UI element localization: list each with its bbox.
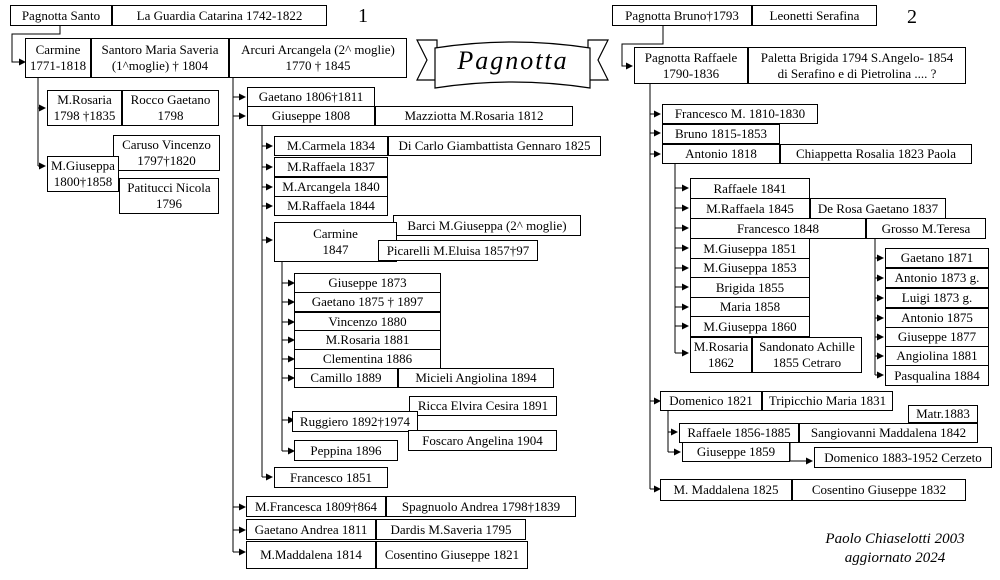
person-carmine: Carmine 1771-1818 — [25, 38, 91, 78]
spouse-caruso-vincenzo: Caruso Vincenzo 1797†1820 — [113, 135, 220, 171]
person-m-rosaria-1862: M.Rosaria 1862 — [690, 337, 752, 373]
person-m-maddalena-1825: M. Maddalena 1825 — [660, 479, 792, 501]
spouse-chiappetta-rosalia: Chiappetta Rosalia 1823 Paola — [780, 144, 972, 164]
person-m-giuseppa-1860: M.Giuseppa 1860 — [690, 316, 810, 337]
spouse-ricca-elvira-cesira: Ricca Elvira Cesira 1891 — [409, 396, 557, 416]
page-title: Pagnotta — [457, 46, 569, 75]
list-item: Luigi 1873 g. — [885, 288, 989, 308]
person-m-arcangela-1840: M.Arcangela 1840 — [274, 177, 388, 197]
spouse-la-guardia-catarina: La Guardia Catarina 1742-1822 — [112, 5, 327, 26]
spouse-spagnuolo-andrea: Spagnuolo Andrea 1798†1839 — [386, 496, 576, 517]
author-credit — [800, 530, 990, 568]
person-francesco-m-1810: Francesco M. 1810-1830 — [662, 104, 818, 124]
person-brigida-1855: Brigida 1855 — [690, 277, 810, 298]
spouse-leonetti-serafina: Leonetti Serafina — [752, 5, 877, 26]
person-raffaele-1841: Raffaele 1841 — [690, 178, 810, 199]
person-m-giuseppa-1851: M.Giuseppa 1851 — [690, 238, 810, 259]
person-gaetano-1875: Gaetano 1875 † 1897 — [294, 292, 441, 312]
spouse-tripicchio-maria: Tripicchio Maria 1831 — [762, 391, 893, 411]
page-number-left: 1 — [358, 5, 368, 27]
author-line: Paolo Chiaselotti 2003 — [825, 531, 965, 547]
person-m-raffaela-1837: M.Raffaela 1837 — [274, 157, 388, 177]
person-antonio-1818: Antonio 1818 — [662, 144, 780, 164]
person-bruno-1815: Bruno 1815-1853 — [662, 124, 780, 144]
person-francesco-1848: Francesco 1848 — [690, 218, 866, 239]
person-m-giuseppa: M.Giuseppa 1800†1858 — [47, 156, 119, 192]
person-pagnotta-santo: Pagnotta Santo — [10, 5, 112, 26]
person-ruggiero-1892: Ruggiero 1892†1974 — [292, 411, 418, 432]
person-m-raffaela-1845: M.Raffaela 1845 — [690, 198, 810, 219]
updated-line: aggiornato 2024 — [844, 550, 946, 566]
marriage-note-1883: Matr.1883 — [908, 405, 978, 423]
person-francesco-1851: Francesco 1851 — [274, 467, 388, 488]
person-m-rosaria-1881: M.Rosaria 1881 — [294, 330, 441, 350]
person-carmine-1847: Carmine 1847 — [274, 222, 397, 262]
spouse-mazziotta-m-rosaria: Mazziotta M.Rosaria 1812 — [375, 106, 573, 126]
person-maria-1858: Maria 1858 — [690, 297, 810, 317]
person-m-carmela-1834: M.Carmela 1834 — [274, 136, 388, 156]
spouse-de-rosa-gaetano: De Rosa Gaetano 1837 — [810, 198, 946, 219]
person-m-giuseppa-1853: M.Giuseppa 1853 — [690, 258, 810, 278]
person-clementina-1886: Clementina 1886 — [294, 349, 441, 369]
person-raffaele-1856: Raffaele 1856-1885 — [679, 423, 799, 443]
spouse-micieli-angiolina: Micieli Angiolina 1894 — [398, 368, 554, 388]
person-giuseppe-1873: Giuseppe 1873 — [294, 273, 441, 293]
list-item: Gaetano 1871 — [885, 248, 989, 268]
spouse-sangiovanni-maddalena: Sangiovanni Maddalena 1842 — [799, 423, 978, 443]
list-item: Antonio 1873 g. — [885, 268, 989, 288]
person-domenico-1883: Domenico 1883-1952 Cerzeto — [814, 447, 992, 468]
person-m-maddalena-1814: M.Maddalena 1814 — [246, 541, 376, 569]
spouse-picarelli-m-eluisa: Picarelli M.Eluisa 1857†97 — [378, 240, 538, 261]
spouse-cosentino-giuseppe-1832: Cosentino Giuseppe 1832 — [792, 479, 966, 501]
spouse-paletta-brigida: Paletta Brigida 1794 S.Angelo- 1854 di Serafino e di Pietrolina .... ? — [748, 47, 966, 84]
spouse-patitucci-nicola: Patitucci Nicola 1796 — [119, 178, 219, 214]
spouse-dardis-m-saveria: Dardis M.Saveria 1795 — [376, 519, 526, 540]
spouse-di-carlo-giambattista: Di Carlo Giambattista Gennaro 1825 — [388, 136, 601, 156]
person-vincenzo-1880: Vincenzo 1880 — [294, 312, 441, 332]
spouse-rocco-gaetano: Rocco Gaetano 1798 — [122, 90, 219, 126]
list-item: Giuseppe 1877 — [885, 327, 989, 347]
person-gaetano-andrea-1811: Gaetano Andrea 1811 — [246, 519, 376, 540]
person-gaetano-1806: Gaetano 1806†1811 — [247, 87, 375, 107]
page-number-right: 2 — [907, 6, 917, 28]
person-domenico-1821: Domenico 1821 — [660, 391, 762, 411]
person-giuseppe-1808: Giuseppe 1808 — [247, 106, 375, 126]
person-peppina-1896: Peppina 1896 — [294, 440, 398, 461]
spouse-sandonato-achille: Sandonato Achille 1855 Cetraro — [752, 337, 862, 373]
person-giuseppe-1859: Giuseppe 1859 — [682, 442, 790, 462]
person-m-rosaria: M.Rosaria 1798 †1835 — [47, 90, 122, 126]
person-pagnotta-raffaele: Pagnotta Raffaele 1790-1836 — [634, 47, 748, 84]
person-m-raffaela-1844: M.Raffaela 1844 — [274, 196, 388, 216]
list-item: Antonio 1875 — [885, 308, 989, 328]
person-m-francesca-1809: M.Francesca 1809†864 — [246, 496, 386, 517]
person-camillo-1889: Camillo 1889 — [294, 368, 398, 388]
person-pagnotta-bruno: Pagnotta Bruno†1793 — [612, 5, 752, 26]
spouse-santoro-maria-saveria: Santoro Maria Saveria (1^moglie) † 1804 — [91, 38, 229, 78]
spouse-barci-m-giuseppa: Barci M.Giuseppa (2^ moglie) — [393, 215, 581, 236]
spouse-arcuri-arcangela: Arcuri Arcangela (2^ moglie) 1770 † 1845 — [229, 38, 407, 78]
spouse-cosentino-giuseppe-1821: Cosentino Giuseppe 1821 — [376, 541, 528, 569]
list-item: Angiolina 1881 — [885, 346, 989, 366]
spouse-foscaro-angelina: Foscaro Angelina 1904 — [408, 430, 557, 451]
list-item: Pasqualina 1884 — [885, 365, 989, 386]
spouse-grosso-m-teresa: Grosso M.Teresa — [866, 218, 986, 239]
